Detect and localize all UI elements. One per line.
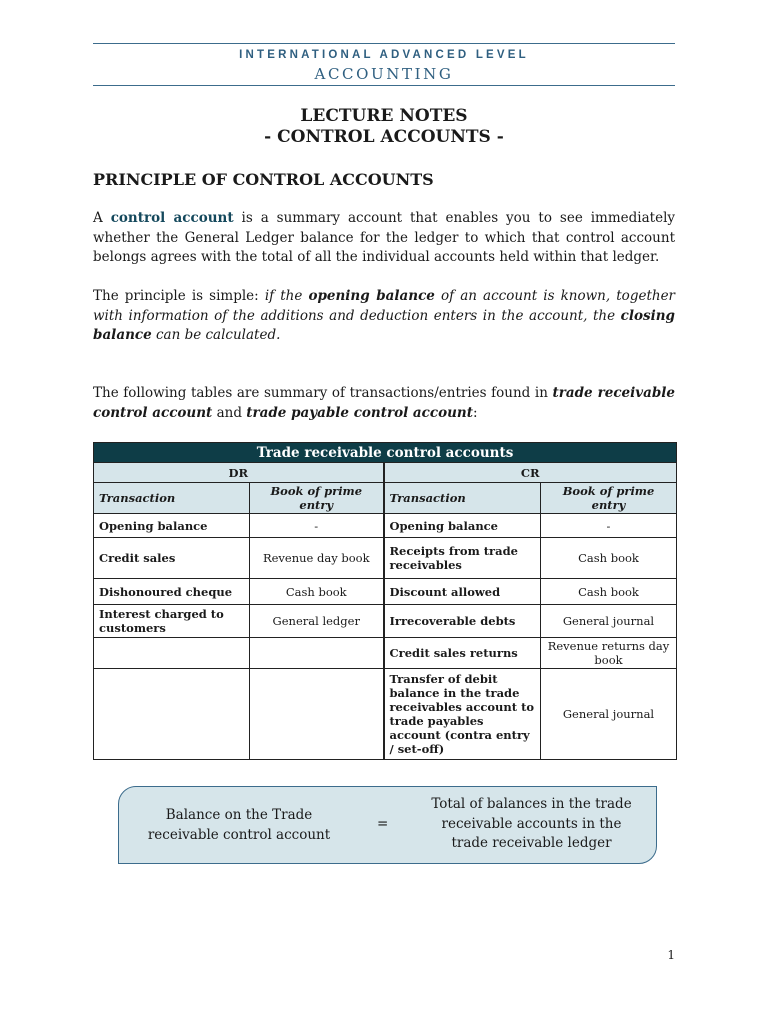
cell-cr-transaction: Discount allowed — [384, 579, 541, 605]
cell-cr-transaction: Receipts from trade receivables — [384, 538, 541, 579]
cell-cr-transaction: Credit sales returns — [384, 638, 541, 669]
cell-dr-book — [250, 638, 384, 669]
table-row — [94, 605, 677, 638]
col-cr-book: Book of prime entry — [541, 483, 677, 514]
cr-header: CR — [384, 463, 677, 483]
cell-cr-book: Revenue returns day book — [541, 638, 677, 669]
term-opening-balance: opening balance — [308, 288, 435, 304]
receivable-control-table — [93, 442, 677, 760]
paragraph-definition: A control account is a summary account that enables you to see immediately whether the General Ledger balance for the ledger to which that control account belongs agrees with the total of all the individual accounts held within that ledger. — [93, 210, 676, 265]
page-number: 1 — [667, 948, 675, 962]
cell-dr-transaction — [94, 669, 250, 760]
header-rule-bottom — [93, 85, 675, 86]
cell-cr-book: General journal — [541, 669, 677, 760]
term-control-account: control account — [110, 210, 234, 226]
term-receivable-control: trade receivable control account — [93, 385, 676, 421]
equation-right: Total of balances in the trade receivable accounts in the trade receivable ledger — [431, 796, 632, 851]
cell-dr-book: - — [250, 514, 384, 538]
table-row — [94, 579, 677, 605]
balance-equation-box — [118, 786, 657, 864]
col-dr-transaction: Transaction — [94, 483, 250, 514]
equation-equals: = — [377, 816, 389, 832]
cell-dr-transaction — [94, 638, 250, 669]
cell-cr-book: - — [541, 514, 677, 538]
cell-dr-transaction: Dishonoured cheque — [94, 579, 250, 605]
header-subtitle: INTERNATIONAL ADVANCED LEVEL — [239, 49, 529, 61]
equation-left: Balance on the Trade receivable control account — [147, 807, 331, 843]
term-closing-balance: closing balance — [93, 307, 675, 343]
cell-dr-book: General ledger — [250, 605, 384, 638]
paragraph-principle: The principle is simple: if the opening balance of an account is known, together with information of the additions and deduction enters in the account, the closing balance can be calculated. — [93, 288, 676, 343]
table-row — [94, 538, 677, 579]
cell-cr-book: General journal — [541, 605, 677, 638]
dr-header: DR — [94, 463, 384, 483]
cell-dr-book: Cash book — [250, 579, 384, 605]
table-row — [94, 638, 677, 669]
cell-cr-transaction: Irrecoverable debts — [384, 605, 541, 638]
cell-dr-transaction: Interest charged to customers — [94, 605, 250, 638]
cell-cr-transaction: Transfer of debit balance in the trade receivables account to trade payables account (contra entry / set-off) — [384, 669, 541, 760]
paragraph-intro-tables: The following tables are summary of transactions/entries found in trade receivable control account and trade payable control account: — [93, 385, 676, 421]
col-cr-transaction: Transaction — [384, 483, 541, 514]
cell-dr-book: Revenue day book — [250, 538, 384, 579]
cell-cr-transaction: Opening balance — [384, 514, 541, 538]
cell-dr-transaction: Credit sales — [94, 538, 250, 579]
cell-dr-transaction: Opening balance — [94, 514, 250, 538]
header-rule-top — [93, 43, 675, 44]
col-dr-book: Book of prime entry — [250, 483, 384, 514]
cell-cr-book: Cash book — [541, 579, 677, 605]
table-row — [94, 514, 677, 538]
term-payable-control: trade payable control account — [246, 404, 473, 421]
header-title: ACCOUNTING — [314, 65, 454, 83]
table-row — [94, 669, 677, 760]
section-heading: PRINCIPLE OF CONTROL ACCOUNTS — [93, 170, 434, 189]
doc-subtitle: - CONTROL ACCOUNTS - — [264, 127, 504, 147]
cell-dr-book — [250, 669, 384, 760]
doc-title: LECTURE NOTES — [300, 106, 468, 126]
cell-cr-book: Cash book — [541, 538, 677, 579]
table-caption: Trade receivable control accounts — [94, 443, 677, 463]
